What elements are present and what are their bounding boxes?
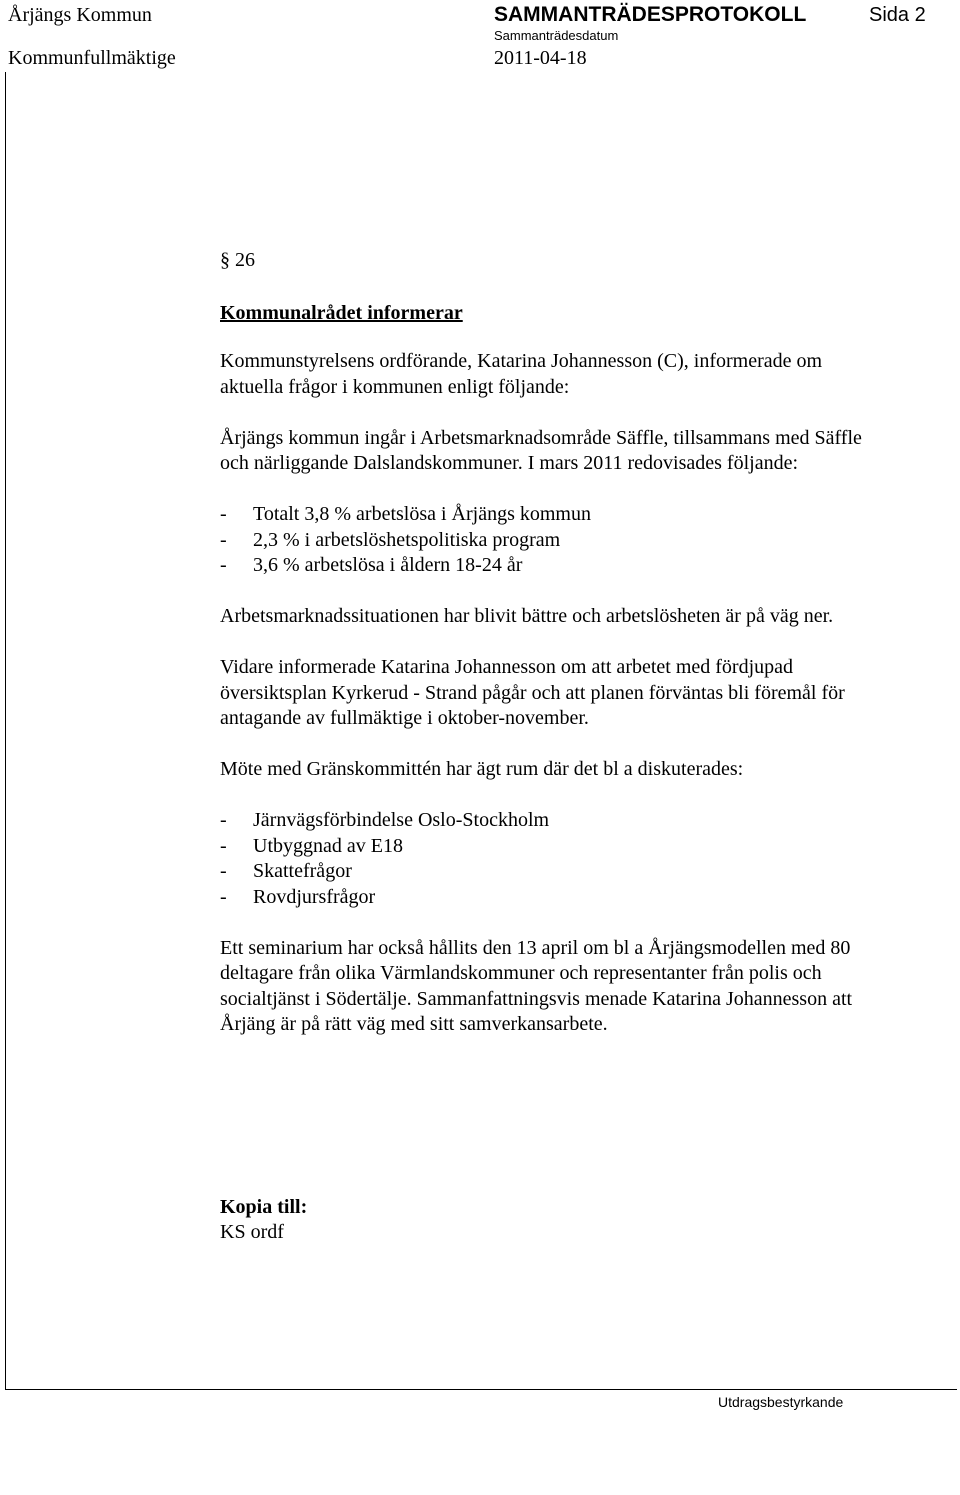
paragraph-line: Ett seminarium har också hållits den 13 april om bl a Årjängsmodellen med 80 [220, 936, 851, 959]
list-item-text: Skattefrågor [253, 860, 352, 882]
extract-certification-label: Utdragsbestyrkande [718, 1394, 844, 1410]
protocol-section [220, 248, 940, 1038]
planning-paragraph [220, 655, 940, 732]
border-committee-intro: Möte med Gränskommittén har ägt rum där det bl a diskuterades: [220, 758, 744, 780]
list-item [220, 808, 940, 834]
governing-body: Kommunfullmäktige [8, 47, 176, 69]
seminar-paragraph [220, 936, 940, 1038]
intro-paragraph [220, 349, 940, 400]
municipality-name: Årjängs Kommun [8, 4, 152, 26]
paragraph-line: Årjängs kommun ingår i Arbetsmarknadsområde Säffle, tillsammans med Säffle [220, 426, 862, 449]
list-marker: - [220, 860, 227, 882]
footer-rule [5, 1389, 957, 1390]
section-number: § 26 [220, 249, 255, 271]
left-margin-rule [5, 72, 6, 1390]
meeting-date-label: Sammanträdesdatum [494, 28, 619, 43]
labor-market-summary: Arbetsmarknadssituationen har blivit bättre och arbetslösheten är på väg ner. [220, 605, 834, 627]
list-item-text: Rovdjursfrågor [253, 885, 376, 908]
document-type-title: SAMMANTRÄDESPROTOKOLL [494, 3, 807, 26]
section-heading: Kommunalrådet informerar [220, 301, 463, 324]
list-item [220, 834, 940, 860]
list-item-text: 2,3 % i arbetslöshetspolitiska program [253, 528, 561, 551]
list-item-text: 3,6 % arbetslösa i åldern 18-24 år [253, 554, 523, 576]
list-item [220, 859, 940, 885]
labor-market-paragraph [220, 426, 940, 477]
paragraph-line: och närliggande Dalslandskommuner. I mars 2011 redovisades följande: [220, 452, 798, 474]
list-marker: - [220, 554, 227, 576]
paragraph-line: Årjäng är på rätt väg med sitt samverkansarbete. [220, 1013, 608, 1035]
intro-line: Kommunstyrelsens ordförande, Katarina Johannesson (C), informerade om [220, 350, 823, 372]
list-item-text: Utbyggnad av E18 [253, 834, 403, 857]
paragraph-line: Vidare informerade Katarina Johannesson om att arbetet med fördjupad [220, 656, 794, 678]
intro-line: aktuella frågor i kommunen enligt följande: [220, 375, 570, 398]
border-committee-topics [220, 808, 940, 910]
meeting-date: 2011-04-18 [494, 47, 587, 69]
unemployment-stats-list [220, 502, 940, 579]
list-item [220, 502, 940, 528]
copy-to-recipient: KS ordf [220, 1221, 284, 1243]
list-marker: - [220, 834, 227, 857]
list-marker: - [220, 885, 227, 908]
list-item [220, 885, 940, 911]
paragraph-line: socialtjänst i Södertälje. Sammanfattningsvis menade Katarina Johannesson att [220, 987, 853, 1010]
copy-to-label: Kopia till: [220, 1196, 308, 1218]
list-item [220, 553, 940, 579]
list-marker: - [220, 528, 227, 551]
paragraph-line: deltagare från olika Värmlandskommuner och representanter från polis och [220, 962, 822, 984]
paragraph-line: antagande av fullmäktige i oktober-november. [220, 707, 589, 729]
page-number: Sida 2 [869, 4, 926, 26]
list-marker: - [220, 503, 227, 525]
list-item-text: Totalt 3,8 % arbetslösa i Årjängs kommun [253, 503, 591, 525]
list-item-text: Järnvägsförbindelse Oslo-Stockholm [253, 809, 550, 831]
list-marker: - [220, 809, 227, 831]
paragraph-line: översiktsplan Kyrkerud - Strand pågår och att planen förväntas bli föremål för [220, 681, 845, 704]
list-item [220, 528, 940, 554]
